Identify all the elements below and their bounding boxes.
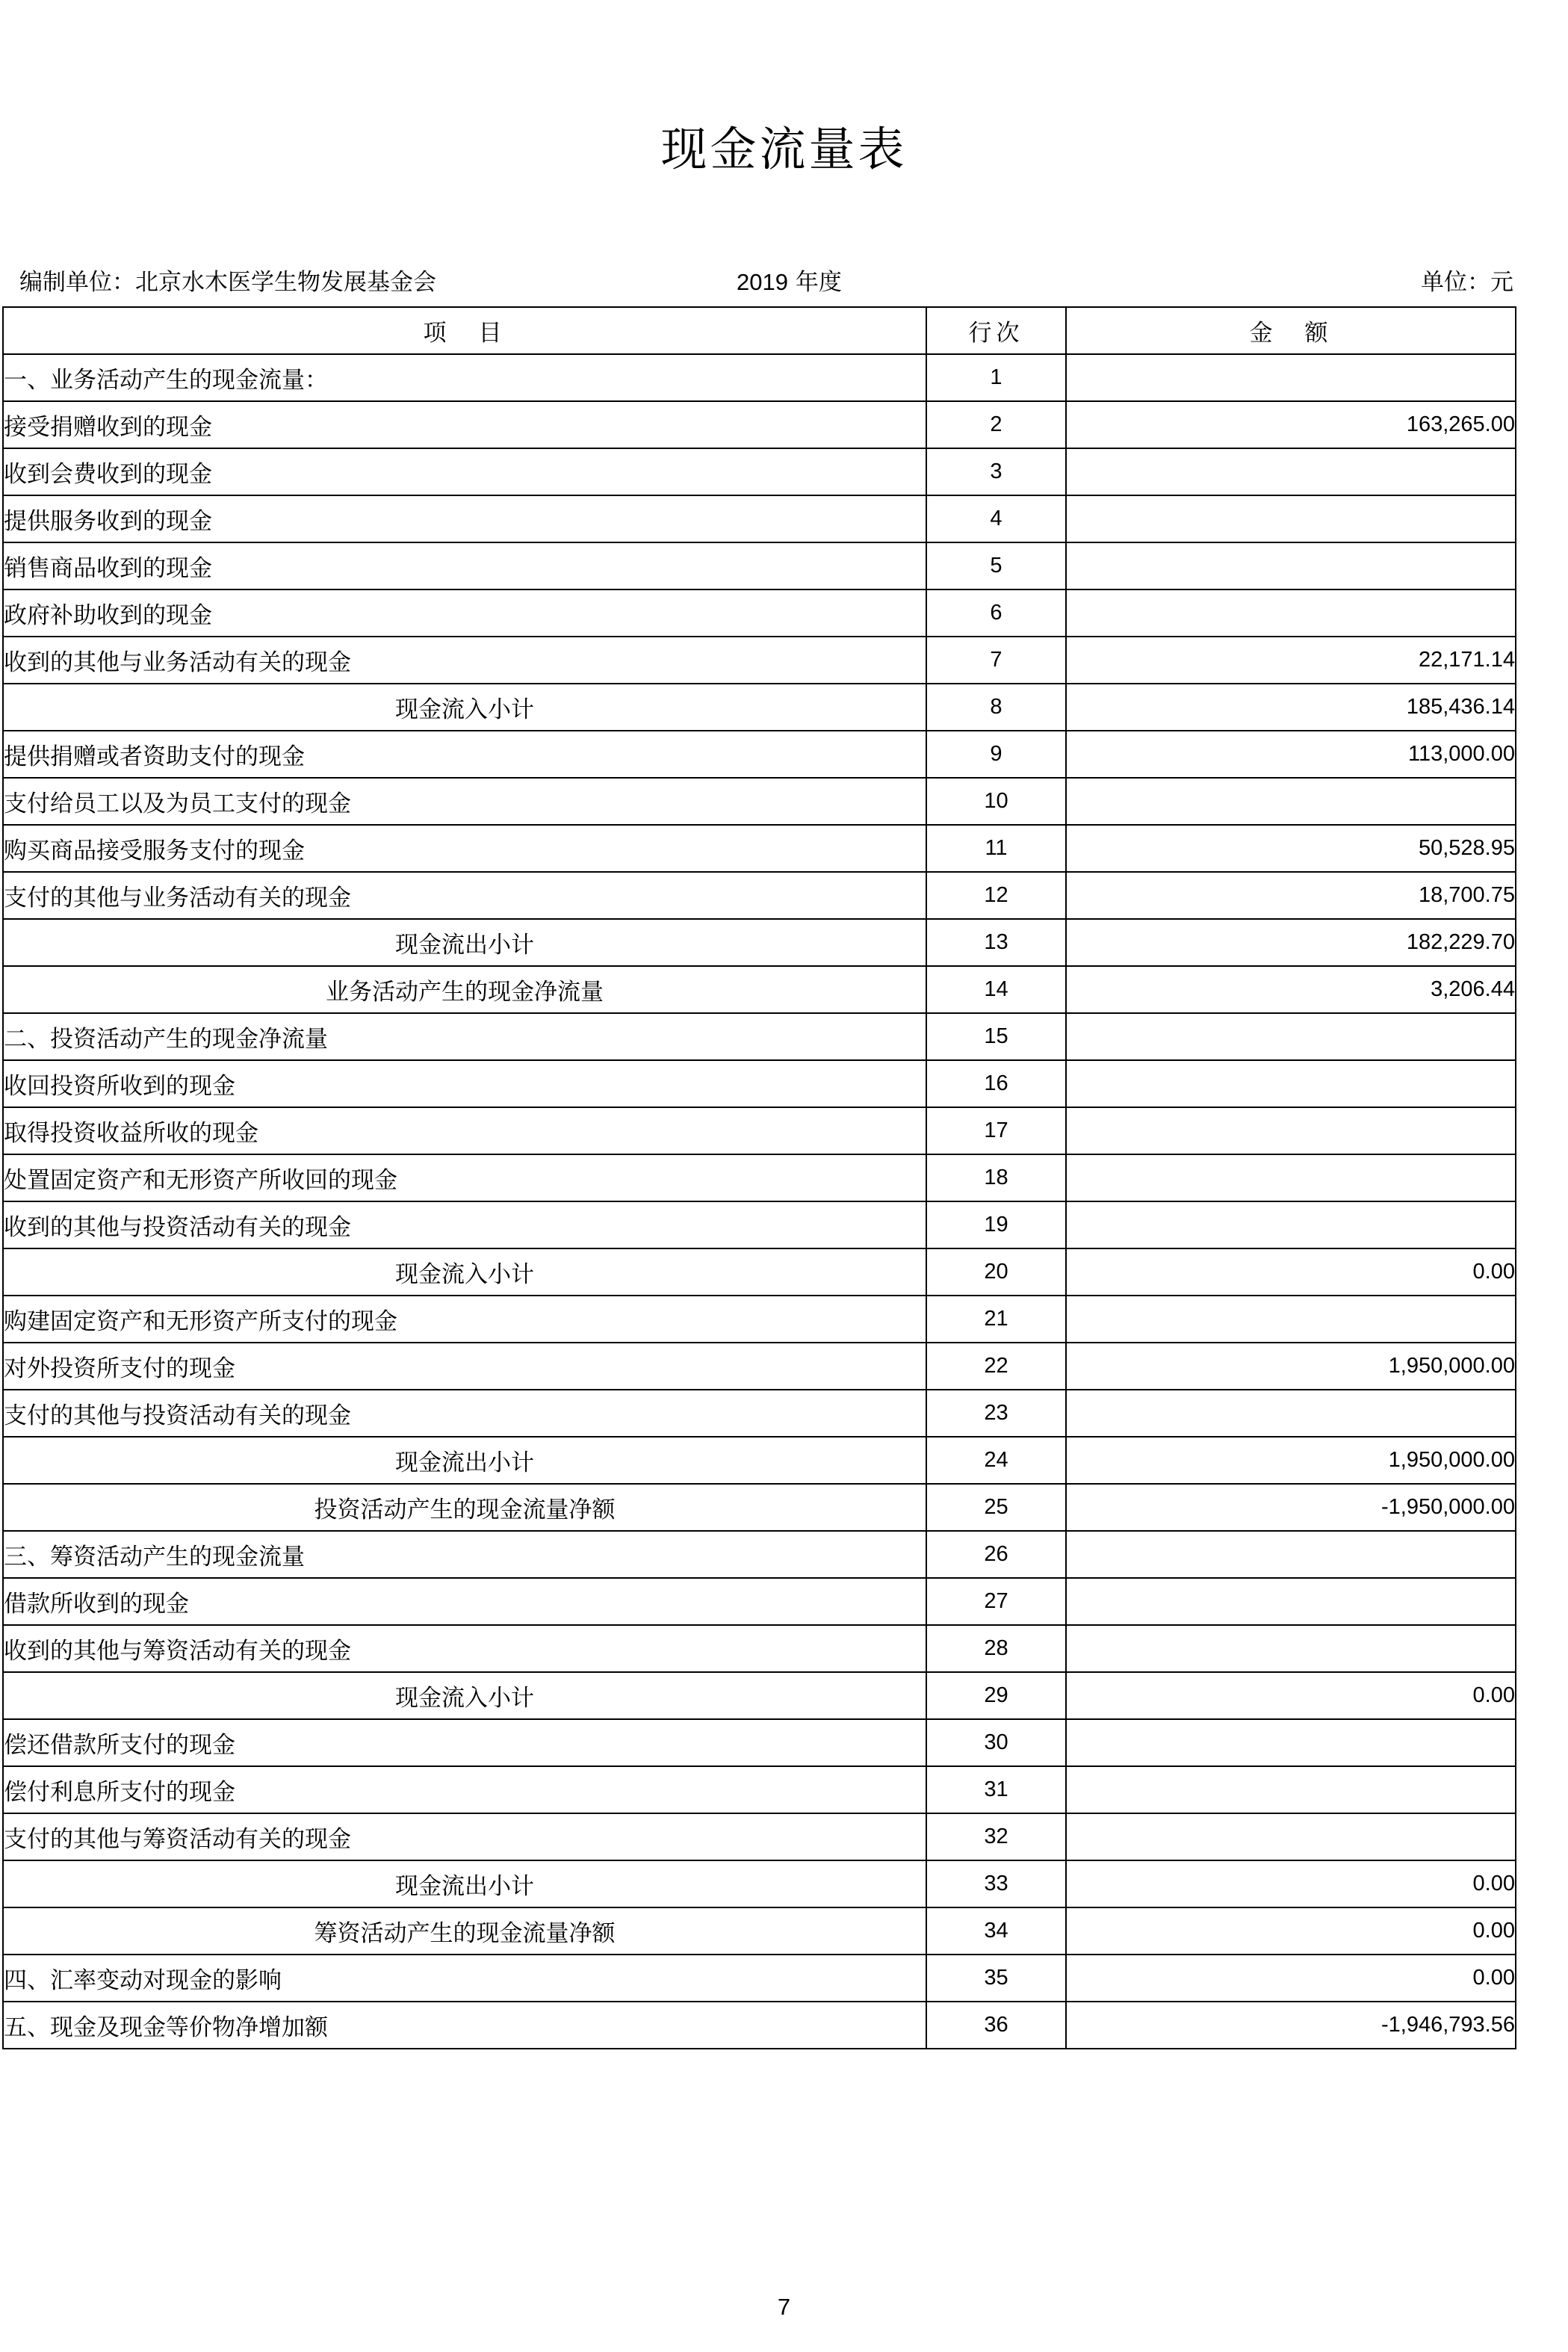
- row-item-label: 政府补助收到的现金: [3, 589, 926, 637]
- column-header-item: 项 目: [3, 307, 926, 354]
- row-amount: [1066, 1531, 1516, 1578]
- row-item-label: 支付的其他与筹资活动有关的现金: [3, 1813, 926, 1860]
- table-row: [3, 1248, 1516, 1296]
- row-amount: [1066, 1154, 1516, 1201]
- row-item-label: 对外投资所支付的现金: [3, 1343, 926, 1390]
- document-title: 现金流量表: [660, 122, 908, 176]
- row-line-number: 24: [926, 1437, 1066, 1484]
- row-item-label: 现金流入小计: [3, 1248, 926, 1296]
- table-row: [3, 1343, 1516, 1390]
- row-item-label: 借款所收到的现金: [3, 1578, 926, 1625]
- row-line-number: 12: [926, 872, 1066, 919]
- row-amount: -1,950,000.00: [1066, 1484, 1516, 1531]
- row-line-number: 6: [926, 589, 1066, 637]
- row-line-number: 33: [926, 1860, 1066, 1907]
- row-line-number: 18: [926, 1154, 1066, 1201]
- row-amount: 0.00: [1066, 1672, 1516, 1719]
- table-row: [3, 401, 1516, 448]
- table-row: [3, 825, 1516, 872]
- table-row: [3, 1484, 1516, 1531]
- row-line-number: 21: [926, 1296, 1066, 1343]
- row-amount: [1066, 1013, 1516, 1060]
- row-amount: 1,950,000.00: [1066, 1437, 1516, 1484]
- row-amount: 163,265.00: [1066, 401, 1516, 448]
- report-year-number: 2019: [737, 269, 788, 295]
- table-row: [3, 1860, 1516, 1907]
- row-line-number: 22: [926, 1343, 1066, 1390]
- row-line-number: 7: [926, 637, 1066, 684]
- table-row: [3, 1531, 1516, 1578]
- table-row: [3, 966, 1516, 1013]
- table-row: [3, 1060, 1516, 1107]
- row-amount: [1066, 589, 1516, 637]
- row-item-label: 现金流入小计: [3, 684, 926, 731]
- table-row: [3, 872, 1516, 919]
- row-line-number: 27: [926, 1578, 1066, 1625]
- table-row: [3, 684, 1516, 731]
- row-amount: 0.00: [1066, 1955, 1516, 2002]
- row-line-number: 10: [926, 778, 1066, 825]
- row-item-label: 收到会费收到的现金: [3, 448, 926, 495]
- row-line-number: 11: [926, 825, 1066, 872]
- row-item-label: 支付给员工以及为员工支付的现金: [3, 778, 926, 825]
- row-item-label: 支付的其他与投资活动有关的现金: [3, 1390, 926, 1437]
- row-item-label: 销售商品收到的现金: [3, 542, 926, 589]
- row-item-label: 五、现金及现金等价物净增加额: [3, 2002, 926, 2049]
- row-item-label: 业务活动产生的现金净流量: [3, 966, 926, 1013]
- row-item-label: 收到的其他与业务活动有关的现金: [3, 637, 926, 684]
- table-row: [3, 1625, 1516, 1672]
- row-amount: 50,528.95: [1066, 825, 1516, 872]
- row-amount: [1066, 1578, 1516, 1625]
- row-line-number: 2: [926, 401, 1066, 448]
- table-row: [3, 1813, 1516, 1860]
- row-item-label: 收回投资所收到的现金: [3, 1060, 926, 1107]
- row-item-label: 处置固定资产和无形资产所收回的现金: [3, 1154, 926, 1201]
- row-line-number: 26: [926, 1531, 1066, 1578]
- row-item-label: 偿还借款所支付的现金: [3, 1719, 926, 1766]
- row-amount: [1066, 495, 1516, 542]
- row-amount: 0.00: [1066, 1248, 1516, 1296]
- row-amount: [1066, 1719, 1516, 1766]
- table-row: [3, 1672, 1516, 1719]
- row-line-number: 23: [926, 1390, 1066, 1437]
- row-amount: [1066, 354, 1516, 401]
- row-amount: [1066, 1390, 1516, 1437]
- row-amount: 185,436.14: [1066, 684, 1516, 731]
- table-row: [3, 1955, 1516, 2002]
- row-line-number: 20: [926, 1248, 1066, 1296]
- row-amount: 1,950,000.00: [1066, 1343, 1516, 1390]
- row-line-number: 3: [926, 448, 1066, 495]
- row-amount: [1066, 1296, 1516, 1343]
- row-amount: [1066, 1201, 1516, 1248]
- row-item-label: 投资活动产生的现金流量净额: [3, 1484, 926, 1531]
- table-header-row: [3, 307, 1516, 354]
- row-line-number: 13: [926, 919, 1066, 966]
- report-meta: [19, 263, 1513, 297]
- table-row: [3, 1766, 1516, 1813]
- row-item-label: 二、投资活动产生的现金净流量: [3, 1013, 926, 1060]
- row-line-number: 5: [926, 542, 1066, 589]
- row-line-number: 31: [926, 1766, 1066, 1813]
- row-amount: [1066, 1625, 1516, 1672]
- row-item-label: 四、汇率变动对现金的影响: [3, 1955, 926, 2002]
- table-row: [3, 1107, 1516, 1154]
- table-row: [3, 589, 1516, 637]
- preparer-unit: 编制单位：北京水木医学生物发展基金会: [19, 269, 436, 296]
- row-item-label: 接受捐赠收到的现金: [3, 401, 926, 448]
- row-line-number: 1: [926, 354, 1066, 401]
- column-header-amount: 金 额: [1066, 307, 1516, 354]
- row-line-number: 35: [926, 1955, 1066, 2002]
- row-amount: 182,229.70: [1066, 919, 1516, 966]
- row-line-number: 36: [926, 2002, 1066, 2049]
- row-item-label: 现金流入小计: [3, 1672, 926, 1719]
- column-header-line: 行次: [926, 307, 1066, 354]
- row-line-number: 4: [926, 495, 1066, 542]
- row-line-number: 9: [926, 731, 1066, 778]
- table-row: [3, 1719, 1516, 1766]
- row-item-label: 提供捐赠或者资助支付的现金: [3, 731, 926, 778]
- table-row: [3, 1154, 1516, 1201]
- currency-unit: 单位：元: [1421, 269, 1513, 296]
- row-amount: 22,171.14: [1066, 637, 1516, 684]
- row-amount: [1066, 778, 1516, 825]
- row-item-label: 偿付利息所支付的现金: [3, 1766, 926, 1813]
- row-line-number: 34: [926, 1907, 1066, 1955]
- table-row: [3, 448, 1516, 495]
- row-amount: [1066, 542, 1516, 589]
- row-item-label: 购建固定资产和无形资产所支付的现金: [3, 1296, 926, 1343]
- table-row: [3, 731, 1516, 778]
- row-line-number: 16: [926, 1060, 1066, 1107]
- row-item-label: 提供服务收到的现金: [3, 495, 926, 542]
- row-line-number: 30: [926, 1719, 1066, 1766]
- row-item-label: 现金流出小计: [3, 1437, 926, 1484]
- table-body: [3, 354, 1516, 2049]
- row-item-label: 三、筹资活动产生的现金流量: [3, 1531, 926, 1578]
- row-amount: 0.00: [1066, 1907, 1516, 1955]
- table-row: [3, 1578, 1516, 1625]
- table-row: [3, 1296, 1516, 1343]
- table-row: [3, 1390, 1516, 1437]
- row-line-number: 32: [926, 1813, 1066, 1860]
- table-row: [3, 354, 1516, 401]
- row-line-number: 29: [926, 1672, 1066, 1719]
- row-amount: [1066, 1766, 1516, 1813]
- page-number: 7: [777, 2294, 791, 2320]
- row-item-label: 一、业务活动产生的现金流量：: [3, 354, 926, 401]
- cash-flow-table: [2, 306, 1516, 2049]
- row-amount: 3,206.44: [1066, 966, 1516, 1013]
- row-line-number: 19: [926, 1201, 1066, 1248]
- row-line-number: 14: [926, 966, 1066, 1013]
- row-line-number: 17: [926, 1107, 1066, 1154]
- row-item-label: 购买商品接受服务支付的现金: [3, 825, 926, 872]
- row-amount: 18,700.75: [1066, 872, 1516, 919]
- row-item-label: 支付的其他与业务活动有关的现金: [3, 872, 926, 919]
- row-amount: [1066, 1060, 1516, 1107]
- row-amount: -1,946,793.56: [1066, 2002, 1516, 2049]
- row-item-label: 收到的其他与投资活动有关的现金: [3, 1201, 926, 1248]
- row-item-label: 收到的其他与筹资活动有关的现金: [3, 1625, 926, 1672]
- table-row: [3, 1201, 1516, 1248]
- row-amount: [1066, 1813, 1516, 1860]
- row-line-number: 8: [926, 684, 1066, 731]
- row-amount: 113,000.00: [1066, 731, 1516, 778]
- row-amount: 0.00: [1066, 1860, 1516, 1907]
- row-item-label: 取得投资收益所收的现金: [3, 1107, 926, 1154]
- row-item-label: 现金流出小计: [3, 919, 926, 966]
- report-year: [737, 263, 842, 297]
- row-line-number: 25: [926, 1484, 1066, 1531]
- row-item-label: 筹资活动产生的现金流量净额: [3, 1907, 926, 1955]
- table-row: [3, 542, 1516, 589]
- table-row: [3, 1437, 1516, 1484]
- table-row: [3, 637, 1516, 684]
- row-line-number: 28: [926, 1625, 1066, 1672]
- report-year-suffix: 年度: [787, 269, 842, 296]
- table-row: [3, 778, 1516, 825]
- table-row: [3, 2002, 1516, 2049]
- row-amount: [1066, 448, 1516, 495]
- table-row: [3, 495, 1516, 542]
- table-row: [3, 919, 1516, 966]
- table-row: [3, 1907, 1516, 1955]
- table-row: [3, 1013, 1516, 1060]
- row-line-number: 15: [926, 1013, 1066, 1060]
- row-item-label: 现金流出小计: [3, 1860, 926, 1907]
- row-amount: [1066, 1107, 1516, 1154]
